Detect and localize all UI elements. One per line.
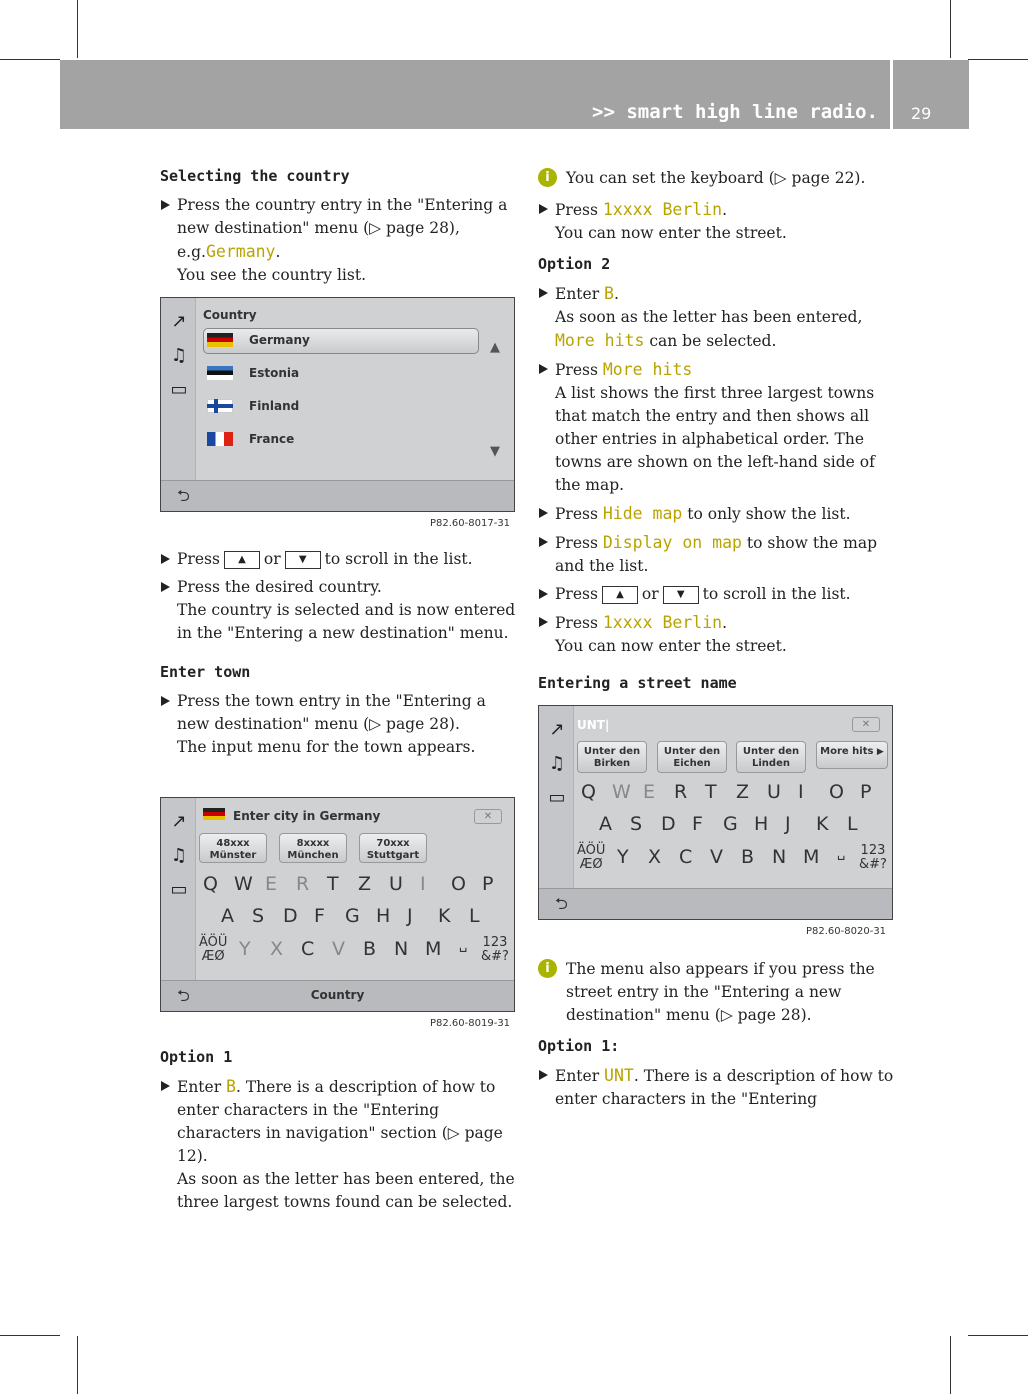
keyboard-key[interactable]: F <box>314 905 325 927</box>
scroll-up-key[interactable]: ▲ <box>224 551 260 569</box>
instruction-step: Press the town entry in the "Entering a new destination" menu (▷ page 28). The input menu for the town appears. <box>160 690 516 759</box>
numbers-key[interactable]: 123 &#? <box>481 935 509 964</box>
special-chars-key[interactable]: ÄÖÜ ÆØ <box>199 935 228 964</box>
country-list-screenshot <box>160 297 515 512</box>
header-title: >> smart high line radio. <box>592 101 878 123</box>
radio-icon: ▭ <box>170 879 188 900</box>
keyboard-key[interactable]: P <box>482 873 494 895</box>
keyboard-key[interactable]: P <box>860 781 872 803</box>
page-header <box>60 60 890 129</box>
germany-flag-icon <box>207 333 233 347</box>
keyboard-key[interactable]: Q <box>581 781 596 803</box>
figure-caption: P82.60-8019-31 <box>430 1018 511 1029</box>
numbers-key[interactable]: 123 &#? <box>859 843 887 872</box>
scroll-down-key[interactable]: ▼ <box>285 551 321 569</box>
street-suggestion[interactable]: Unter den Eichen <box>657 741 727 773</box>
info-icon: i <box>538 959 557 978</box>
step-result: You see the country list. <box>177 266 366 284</box>
city-keyboard-screenshot <box>160 797 515 1012</box>
instruction-step: Press More hits A list shows the first three largest towns that match the entry and then shows all other entries in alphabetical order. The towns are shown on the left-hand side of the map. <box>538 358 894 497</box>
crop-mark <box>0 59 60 60</box>
crop-mark <box>968 1335 1028 1336</box>
instruction-step: Press 1xxxx Berlin. You can now enter the street. <box>538 611 894 658</box>
keyboard-key[interactable]: H <box>376 905 391 927</box>
keyboard-key[interactable]: D <box>283 905 298 927</box>
germany-flag-icon <box>203 808 225 820</box>
keyboard-key[interactable]: O <box>829 781 844 803</box>
country-row[interactable]: France <box>249 432 295 446</box>
instruction-step: Press ▲ or ▼ to scroll in the list. <box>538 583 894 606</box>
country-row[interactable]: Estonia <box>249 366 300 380</box>
left-column-middle <box>160 548 516 764</box>
radio-icon: ▭ <box>170 379 188 400</box>
estonia-flag-icon <box>207 366 233 380</box>
keyboard-key[interactable]: W <box>612 781 631 803</box>
keyboard-key[interactable]: L <box>469 905 480 927</box>
navigation-icon: ↗ <box>549 719 565 740</box>
keyword: Hide map <box>602 504 683 523</box>
keyboard-key[interactable]: N <box>394 938 409 960</box>
country-button[interactable]: Country <box>310 988 365 1002</box>
music-icon: ♫ <box>170 845 188 866</box>
keyboard-key[interactable]: G <box>723 813 738 835</box>
keyword: More hits <box>555 331 645 350</box>
keyboard-key[interactable]: J <box>407 905 413 927</box>
instruction-step: Enter B. As soon as the letter has been entered, More hits can be selected. <box>538 282 894 353</box>
keyboard-key[interactable]: T <box>327 873 339 895</box>
keyword: B <box>226 1077 236 1096</box>
section-heading: Option 1: <box>538 1037 620 1055</box>
instruction-step: Press ▲ or ▼ to scroll in the list. <box>160 548 516 571</box>
chevron-right-icon: ▶ <box>876 747 884 757</box>
figure-caption: P82.60-8020-31 <box>806 926 887 937</box>
info-note: i You can set the keyboard (▷ page 22). <box>538 167 894 190</box>
navigation-icon: ↗ <box>171 811 187 832</box>
step-result: You can now enter the street. <box>555 637 787 655</box>
keyboard-key[interactable]: A <box>221 905 234 927</box>
special-chars-key[interactable]: ÄÖÜ ÆØ <box>577 843 606 872</box>
back-icon[interactable]: ⮌ <box>177 986 190 1005</box>
keyboard-key[interactable]: K <box>816 813 829 835</box>
instruction-step: Press Hide map to only show the list. <box>538 502 894 526</box>
street-suggestion[interactable]: Unter den Linden <box>736 741 806 773</box>
keyword: Germany <box>205 242 276 261</box>
keyword: 1xxxx Berlin <box>602 200 723 219</box>
keyboard-key[interactable]: Y <box>617 846 629 868</box>
scroll-down-key[interactable]: ▼ <box>663 586 699 604</box>
keyboard-key[interactable]: M <box>425 938 442 960</box>
right-column-bottom <box>538 958 894 1116</box>
instruction-step: Press 1xxxx Berlin. You can now enter the street. <box>538 198 894 245</box>
step-result: You can now enter the street. <box>555 224 787 242</box>
keyboard-key[interactable]: L <box>847 813 858 835</box>
back-icon[interactable]: ⮌ <box>555 894 568 913</box>
screen-left-rail <box>161 798 196 981</box>
navigation-icon: ↗ <box>171 311 187 332</box>
keyboard-key[interactable]: V <box>710 846 723 868</box>
keyboard-key[interactable]: F <box>692 813 703 835</box>
screen-bottom-bar <box>161 980 514 1011</box>
keyword: B <box>604 284 614 303</box>
keyboard-key[interactable]: I <box>420 873 426 895</box>
left-column-bottom <box>160 1046 516 1219</box>
back-icon[interactable]: ⮌ <box>177 486 190 505</box>
keyboard-key[interactable]: R <box>674 781 688 803</box>
town-suggestion[interactable]: 70xxx Stuttgart <box>359 833 427 863</box>
page-number: 29 <box>911 104 932 123</box>
keyboard-key[interactable]: Y <box>239 938 251 960</box>
step-result: As soon as the letter has been entered, the three largest towns found can be selected. <box>177 1170 515 1211</box>
keyboard-key[interactable]: X <box>270 938 284 960</box>
keyboard-key[interactable]: S <box>252 905 265 927</box>
instruction-step: Enter UNT. There is a description of how to enter characters in the "Entering <box>538 1064 894 1111</box>
crop-mark <box>950 0 951 58</box>
keyword: More hits <box>602 360 693 379</box>
scroll-down-icon[interactable]: ▼ <box>490 444 500 459</box>
section-heading: Enter town <box>160 663 251 681</box>
keyboard-key[interactable]: J <box>785 813 791 835</box>
step-result: The country is selected and is now entered in the "Entering a new destination" menu. <box>177 601 516 642</box>
delete-icon[interactable]: ✕ <box>852 717 880 732</box>
screen-left-rail <box>161 298 196 481</box>
section-heading: Entering a street name <box>538 674 737 692</box>
country-row[interactable]: Germany <box>249 333 310 347</box>
keyboard-key[interactable]: M <box>803 846 820 868</box>
radio-icon: ▭ <box>548 787 566 808</box>
keyboard-key[interactable]: E <box>643 781 656 803</box>
town-suggestion[interactable]: 48xxx Münster <box>199 833 267 863</box>
keyboard-key[interactable]: B <box>741 846 755 868</box>
keyboard-key[interactable]: Z <box>358 873 372 895</box>
keyboard-key[interactable]: O <box>451 873 466 895</box>
step-result: The input menu for the town appears. <box>177 738 476 756</box>
section-heading: Option 1 <box>160 1048 233 1066</box>
keyboard-key[interactable]: C <box>301 938 315 960</box>
town-suggestion[interactable]: 8xxxx München <box>279 833 347 863</box>
page-number-box <box>893 60 969 129</box>
keyboard-key[interactable]: C <box>679 846 693 868</box>
section-heading: Option 2 <box>538 255 611 273</box>
keyboard-key[interactable]: V <box>332 938 345 960</box>
left-column <box>160 165 516 292</box>
selected-row-highlight[interactable] <box>203 328 479 354</box>
keyboard-key[interactable]: D <box>661 813 676 835</box>
instruction-step: Press the country entry in the "Entering a new destination" menu (▷ page 28), e.g.Germany. You see the country list. <box>160 194 516 287</box>
keyword: UNT <box>604 1066 634 1085</box>
instruction-step: Press Display on map to show the map and the list. <box>538 531 894 578</box>
keyboard-key[interactable]: U <box>389 873 403 895</box>
crop-mark <box>0 1335 60 1336</box>
screen-bottom-bar <box>539 888 892 919</box>
keyboard-key[interactable]: W <box>234 873 253 895</box>
instruction-step: Press the desired country. The country is selected and is now entered in the "Entering a new destination" menu. <box>160 576 516 645</box>
keyboard-key[interactable]: I <box>798 781 804 803</box>
france-flag-icon <box>207 432 233 446</box>
keyboard-key[interactable]: A <box>599 813 612 835</box>
keyword: 1xxxx Berlin <box>602 613 723 632</box>
info-icon: i <box>538 168 557 187</box>
instruction-step: Enter B. There is a description of how to enter characters in the "Entering characters in navigation" section (▷ page 12). As soon as the letter has been entered, the three largest towns found can be selected. <box>160 1075 516 1214</box>
keyboard-key[interactable]: G <box>345 905 360 927</box>
crop-mark <box>77 0 78 58</box>
keyboard-key[interactable]: N <box>772 846 787 868</box>
screen-left-rail <box>539 706 574 889</box>
screen-title: Country <box>203 308 257 322</box>
keyboard-key[interactable]: U <box>767 781 781 803</box>
screen-title: Enter city in Germany <box>233 809 381 823</box>
crop-mark <box>77 1336 78 1394</box>
info-note: i The menu also appears if you press the street entry in the "Entering a new destination" menu (▷ page 28). <box>538 958 894 1027</box>
screen-bottom-bar <box>161 480 514 511</box>
keyboard-key[interactable]: K <box>438 905 451 927</box>
street-suggestion[interactable]: Unter den Birken <box>577 741 647 773</box>
music-icon: ♫ <box>170 345 188 366</box>
scroll-up-key[interactable]: ▲ <box>602 586 638 604</box>
delete-icon[interactable]: ✕ <box>474 809 502 824</box>
country-row[interactable]: Finland <box>249 399 300 413</box>
space-key[interactable]: ␣ <box>459 938 468 953</box>
music-icon: ♫ <box>548 753 566 774</box>
keyboard-key[interactable]: B <box>363 938 377 960</box>
right-column <box>538 167 894 701</box>
input-field[interactable]: UNT| <box>577 718 610 732</box>
street-keyboard-screenshot <box>538 705 893 920</box>
keyboard-key[interactable]: S <box>630 813 643 835</box>
keyboard-key[interactable]: E <box>265 873 278 895</box>
finland-flag-icon <box>207 399 233 413</box>
keyword: Display on map <box>602 533 742 552</box>
space-key[interactable]: ␣ <box>837 846 846 861</box>
keyboard-key[interactable]: T <box>705 781 717 803</box>
keyboard-key[interactable]: H <box>754 813 769 835</box>
keyboard-key[interactable]: Q <box>203 873 218 895</box>
scroll-up-icon[interactable]: ▲ <box>490 340 500 355</box>
step-result: A list shows the first three largest towns that match the entry and then shows all other entries in alphabetical order. The towns are shown on the left-hand side of the map. <box>555 384 875 494</box>
keyboard-key[interactable]: Z <box>736 781 750 803</box>
keyboard-key[interactable]: R <box>296 873 310 895</box>
crop-mark <box>968 59 1028 60</box>
crop-mark <box>950 1336 951 1394</box>
keyboard-key[interactable]: X <box>648 846 662 868</box>
figure-caption: P82.60-8017-31 <box>430 518 511 529</box>
section-heading: Selecting the country <box>160 167 350 185</box>
more-hits-button[interactable]: More hits ▶ <box>816 741 888 769</box>
